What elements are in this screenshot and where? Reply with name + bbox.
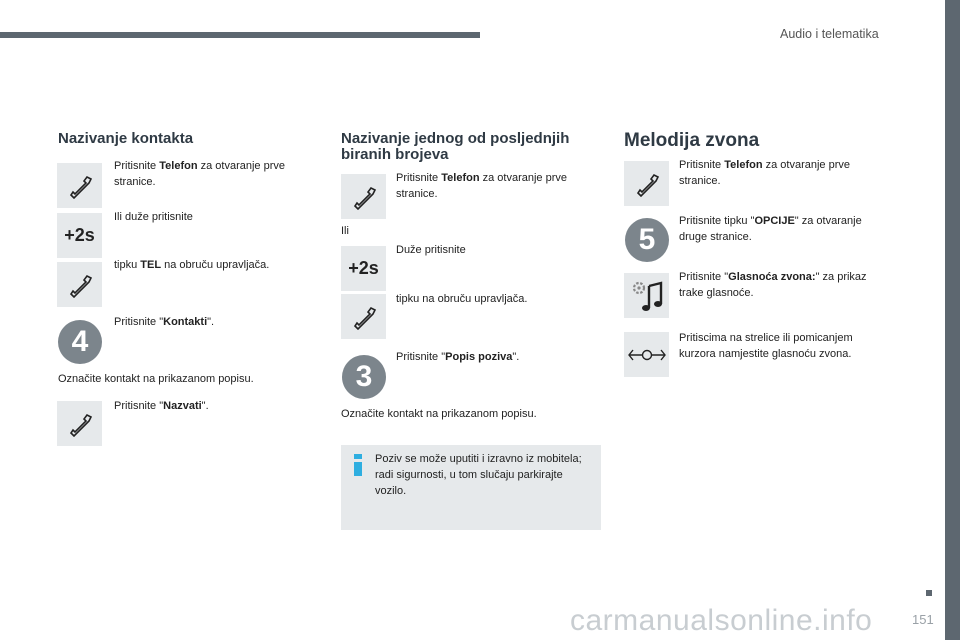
side-tab [945,0,960,640]
step-number-badge: 3 [342,355,386,399]
page-number: 151 [912,612,934,627]
note-text: Označite kontakt na prikazanom popisu. [341,408,537,420]
phone-icon [341,174,386,219]
phone-icon [341,294,386,339]
note-text: Označite kontakt na prikazanom popisu. [58,373,254,385]
step-text: Ili duže pritisnite [114,211,193,223]
header-bar [0,32,480,38]
step-text: Pritisnite tipku "OPCIJE" za otvaranje druge stranice. [679,215,862,243]
phone-icon [624,161,669,206]
step-text: Pritisnite Telefon za otvaranje prve stranice. [114,160,285,188]
ili-text: Ili [341,225,349,237]
step-text: Pritisnite "Popis poziva". [396,351,520,363]
plus2s-icon: +2s [57,213,102,258]
phone-icon [57,262,102,307]
info-icon [352,454,364,476]
page-marker [926,590,932,596]
step-number-badge: 5 [625,218,669,262]
step-text: Pritisnite "Glasnoća zvona:" za prikaz trake glasnoće. [679,271,867,299]
watermark: carmanualsonline.info [570,604,873,637]
plus2s-icon: +2s [341,246,386,291]
heading-nazivanje-kontakta: Nazivanje kontakta [58,130,194,147]
step-text: tipku na obruču upravljača. [396,293,528,305]
step-text: Pritisnite Telefon za otvaranje prve stranice. [396,172,567,200]
info-text: Poziv se može uputiti i izravno iz mobitela; radi sigurnosti, u tom slučaju parkirajte vozilo. [375,453,582,497]
slider-arrows-icon [624,332,669,377]
section-title: Audio i telematika [780,27,879,41]
step-number-badge: 4 [58,320,102,364]
heading-melodija-zvona: Melodija zvona [624,130,760,151]
step-text: tipku TEL na obruču upravljača. [114,259,270,271]
step-text: Pritisnite "Nazvati". [114,400,209,412]
heading-posljednji-brojevi: Nazivanje jednog od posljednjih biranih brojeva [341,130,570,163]
music-settings-icon [624,273,669,318]
step-text: Duže pritisnite [396,244,466,256]
phone-icon [57,401,102,446]
step-text: Pritisnite Telefon za otvaranje prve stranice. [679,159,850,187]
phone-icon [57,163,102,208]
step-text: Pritiscima na strelice ili pomicanjem kurzora namjestite glasnoću zvona. [679,332,853,360]
step-text: Pritisnite "Kontakti". [114,316,215,328]
